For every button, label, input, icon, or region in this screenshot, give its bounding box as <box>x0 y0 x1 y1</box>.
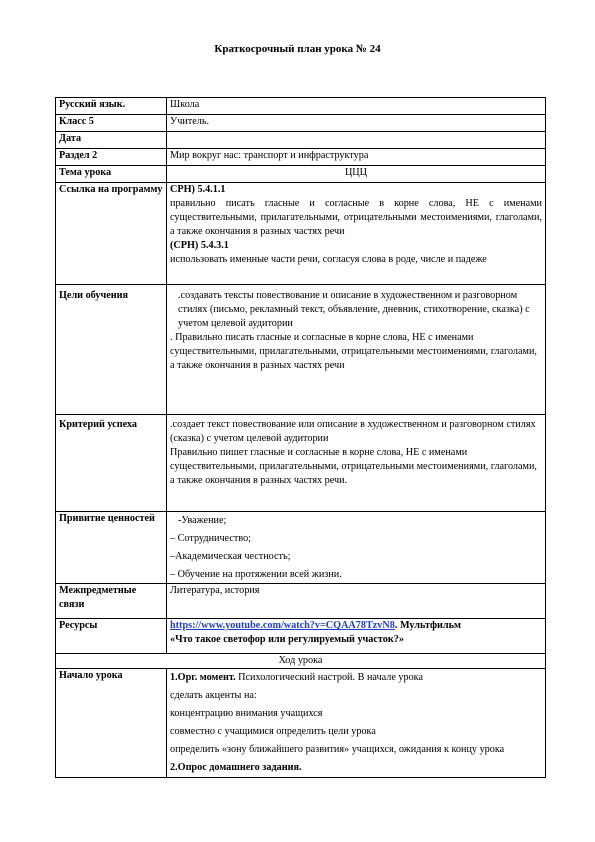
row-label: Критерий успеха <box>56 415 167 512</box>
row-label: Класс 5 <box>56 115 167 132</box>
criterion-2: Правильно пишет гласные и согласные в корне слова, НЕ с именами существительными, прилагательными, отрицательными местоимениями, глаголами, а также окончания в разных частях речи. <box>170 447 537 487</box>
table-row <box>56 115 546 132</box>
table-row <box>56 584 546 619</box>
row-label: Привитие ценностей <box>56 512 167 584</box>
program-code-2: (СРН) 5.4.3.1 <box>170 240 229 252</box>
row-value: Школа <box>167 98 546 115</box>
row-label: Цели обучения <box>56 285 167 415</box>
table-row <box>56 149 546 166</box>
row-label: Ссылка на программу <box>56 183 167 285</box>
table-row <box>56 619 546 654</box>
value-item: -Уважение; <box>178 515 227 526</box>
criterion-1: .создает текст повествование или описание в художественном и разговорном стилях (сказка) с учетом целевой аудитории <box>170 419 536 445</box>
start-step-1-title: 1.Орг. момент. <box>170 672 236 684</box>
start-line: сделать акценты на: <box>170 690 257 702</box>
row-value: Литература, история <box>167 584 546 619</box>
table-row <box>56 132 546 149</box>
table-row <box>56 183 546 285</box>
row-value: ЦЦЦ <box>167 166 546 183</box>
row-label: Раздел 2 <box>56 149 167 166</box>
lesson-course-heading: Ход урока <box>56 654 546 669</box>
value-item: – Обучение на протяжении всей жизни. <box>170 568 342 580</box>
row-label: Начало урока <box>56 669 167 777</box>
resource-link[interactable]: https://www.youtube.com/watch?v=CQAA78TzvN8 <box>170 620 395 632</box>
page-title: Краткосрочный план урока № 24 <box>214 43 381 55</box>
table-row <box>56 285 546 415</box>
program-code-1: СРН) 5.4.1.1 <box>170 184 226 195</box>
program-text-2: использовать именные части речи, согласуя слова в роде, числе и падеже <box>170 254 487 266</box>
table-row <box>56 654 546 669</box>
resource-title: «Что такое светофор или регулируемый участок?» <box>170 634 404 646</box>
start-step-1-text: Психологический настрой. В начале урока <box>235 672 423 684</box>
goal-2: . Правильно писать гласные и согласные в корне слова, НЕ с именами существительными, прилагательными, отрицательными местоимениями, глаголами, а также окончания в разных частях речи <box>170 332 537 372</box>
row-label: Русский язык. <box>56 98 167 115</box>
goal-1: .создавать тексты повествование и описание в художественном и разговорном стилях (письмо, рекламный текст, объявление, дневник, стихотворение, сказка) с учетом целевой аудитории <box>178 290 530 330</box>
program-text-1: правильно писать гласные и согласные в корне слова, НЕ с именами существительными, прилагательными, отрицательными местоимениями, глаголами, а также окончания в разных частях речи <box>170 198 542 238</box>
row-value <box>167 183 546 285</box>
start-line: определить «зону ближайшего развития» учащихся, ожидания к концу урока <box>170 743 505 755</box>
row-label: Дата <box>56 132 167 149</box>
row-label: Ресурсы <box>56 619 167 654</box>
resource-suffix: . Мультфильм <box>394 620 461 632</box>
row-value <box>167 132 546 149</box>
value-item: –Академическая честность; <box>170 550 291 562</box>
start-line: концентрацию внимания учащихся <box>170 708 323 720</box>
table-row <box>56 415 546 512</box>
table-row <box>56 669 546 777</box>
row-value <box>167 285 546 415</box>
row-value <box>167 619 546 654</box>
start-step-2-title: 2.Опрос домашнего задания. <box>170 761 302 773</box>
row-value <box>167 669 546 777</box>
value-item: – Сотрудничество; <box>170 532 252 544</box>
table-row <box>56 98 546 115</box>
table-row <box>56 166 546 183</box>
row-value <box>167 415 546 512</box>
row-value: Учитель. <box>167 115 546 132</box>
row-value: Мир вокруг нас: транспорт и инфраструктура <box>167 149 546 166</box>
start-line: совместно с учащимися определить цели урока <box>170 725 376 737</box>
row-value <box>167 512 546 584</box>
lesson-plan-table <box>55 97 546 778</box>
row-label: Межпредметные связи <box>56 584 167 619</box>
row-label: Тема урока <box>56 166 167 183</box>
table-row <box>56 512 546 584</box>
